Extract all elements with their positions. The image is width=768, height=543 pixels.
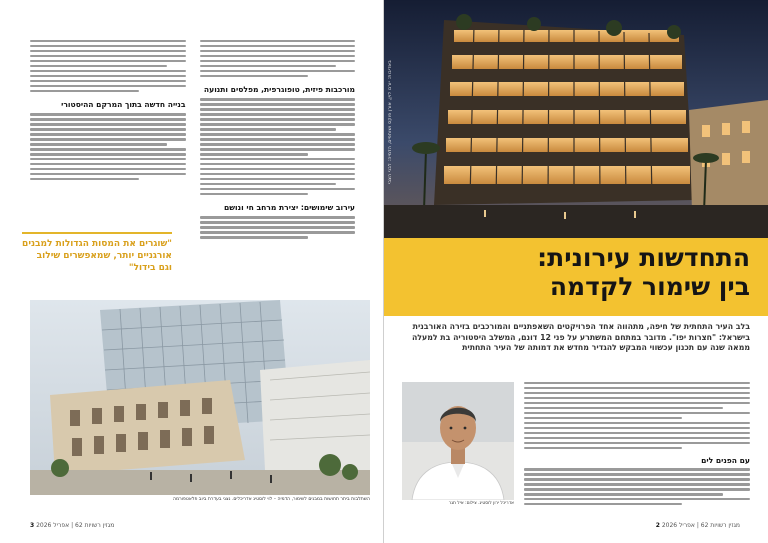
paragraph: [524, 468, 750, 505]
lead-paragraph: בלב העיר התחתית של חיפה, מתהווה אחד הפרויקטים השאפתניים והמורכבים בזירה האורבנית בישראל: "חצרות יפו". מדובר במתחם המשתרע על פני 12 דונם, המשלב היסטוריה בת למעלה ממאה שנה עם תכנון עכשווי המבקש להגדיר מחדש את דמותה של העיר התחתית: [411, 322, 750, 353]
portrait-illustration: [402, 382, 514, 500]
paragraph: [30, 40, 186, 92]
pull-quote: [22, 232, 172, 274]
page-number: 2: [655, 522, 660, 529]
paragraph: [200, 216, 356, 238]
paragraph: [200, 98, 356, 195]
article-body: [524, 382, 750, 505]
building-rendering-illustration: [30, 300, 370, 495]
paragraph: [524, 382, 750, 449]
image-caption: השתלבות ביתר תחושות במבנים לשימור, הדמיה – לוי לוסטיג אדריכלים. נצגי בעדרת ביוב פלאטפורמה: [172, 497, 370, 502]
section-heading: עם הפנים לים: [701, 456, 750, 466]
page-right: [384, 0, 768, 543]
magazine-issue: מגזין רשויות 62 | אפריל 2026: [661, 522, 740, 529]
section-heading: עירוב שימושים: יצירת מרחב חי ונושם: [224, 203, 355, 213]
hero-rendering: [384, 0, 768, 238]
photo-credit: באדיבות: יורם לוין, אורן פוקס ושותפים, הדמיה: לבני הצבי: [388, 60, 393, 184]
headline-box: [384, 238, 768, 316]
portrait-caption: אדריכל ירון לוסטיג. צילום: איל תגר: [448, 501, 514, 506]
rendering-image: [30, 300, 370, 495]
paragraph: [30, 113, 186, 180]
page-footer: [656, 522, 740, 529]
headline-line-2: בין שימור לקדמה: [549, 271, 750, 301]
section-heading: מורכבות פיזית, טופוגרפית, מפלסים ותנועה: [203, 85, 355, 95]
magazine-issue: מגזין רשויות 62 | אפריל 2026: [36, 522, 115, 529]
page-footer: [30, 522, 114, 529]
quote-rule: [22, 232, 172, 234]
night-building-illustration: [384, 0, 768, 238]
architect-portrait: [402, 382, 514, 500]
page-number: 3: [30, 522, 35, 529]
pull-quote-text: "שוגרים את המסות הגדולות למבנים אורגניים יותר, שמאפשרים שילוב וגם בידול": [22, 239, 172, 274]
section-heading: בנייה חדשה בתוך המרקם ההיסטורי: [61, 100, 186, 110]
text-column-right: [200, 40, 356, 285]
paragraph: [200, 40, 356, 77]
headline-line-1: התחדשות עירונית:: [537, 243, 750, 272]
